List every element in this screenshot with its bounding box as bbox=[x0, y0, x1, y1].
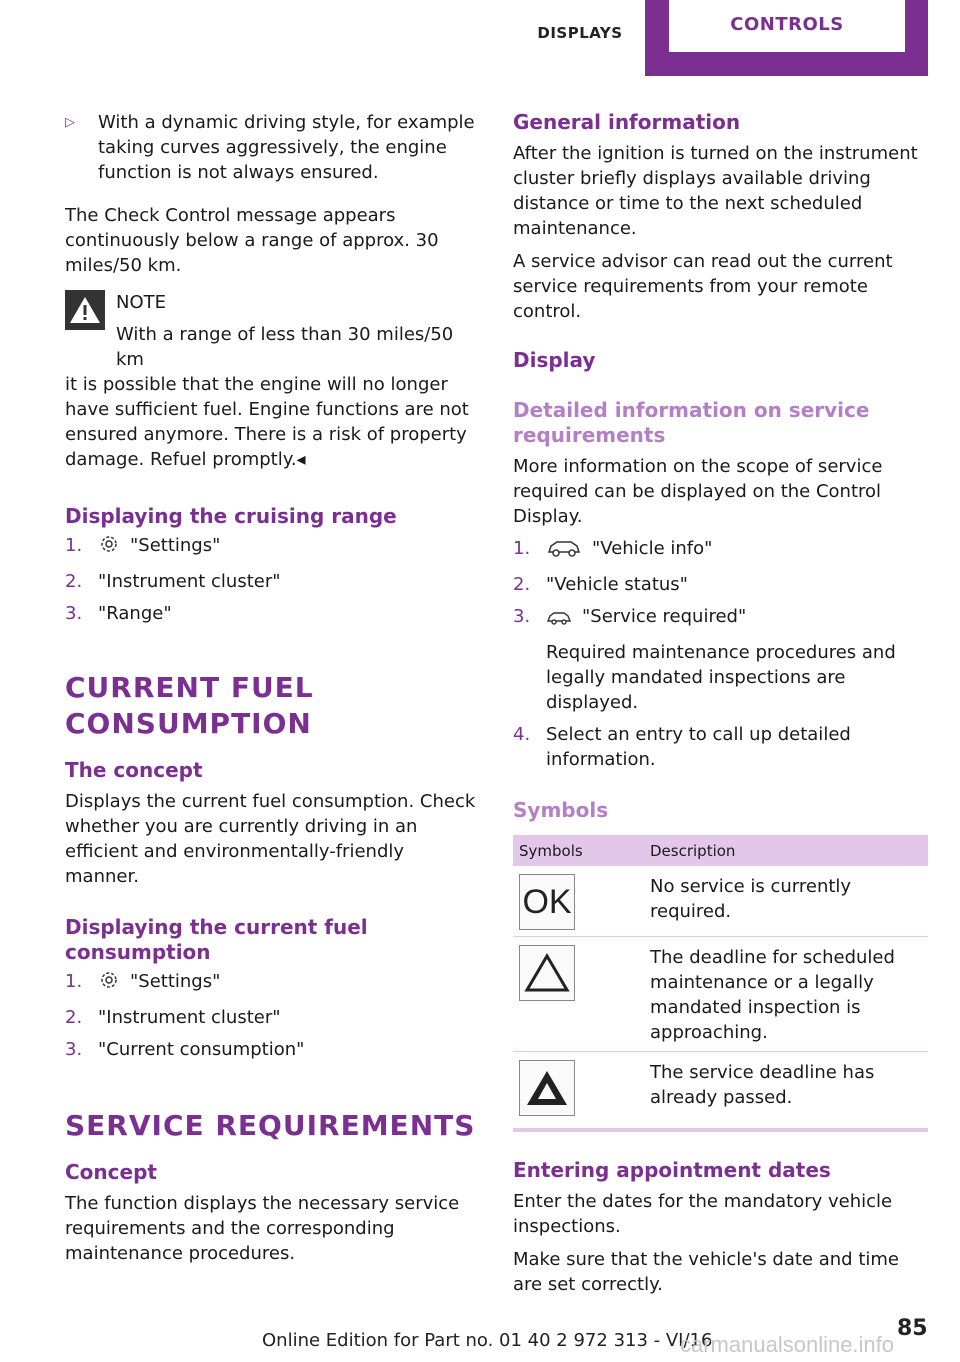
note-body: it is possible that the engine will no longer have sufficient fuel. Engine functions are not ensured anymore. There is a risk of property damage. Refuel promptly.◂ bbox=[65, 374, 469, 470]
car-service-icon bbox=[546, 608, 572, 633]
step-label: "Current consumption" bbox=[98, 1039, 305, 1060]
step-label: "Settings" bbox=[130, 535, 221, 556]
step-label: "Vehicle status" bbox=[546, 574, 688, 595]
list-item: 4. Select an entry to call up detailed information. bbox=[513, 722, 928, 772]
table-row bbox=[513, 937, 928, 1052]
table-row bbox=[513, 866, 928, 937]
column-header-symbols: Symbols bbox=[513, 835, 644, 866]
symbol-description: The deadline for scheduled maintenance or a legally mandated inspection is approaching. bbox=[644, 937, 928, 1052]
cruising-range-heading: Displaying the cruising range bbox=[65, 504, 397, 528]
watermark: carmanualsonline.info bbox=[680, 1332, 895, 1357]
footer-edition: Online Edition for Part no. 01 40 2 972 313 - VI/16 bbox=[262, 1330, 713, 1351]
list-item: 2. "Vehicle status" bbox=[513, 572, 928, 597]
table-bottom-rule bbox=[513, 1128, 928, 1132]
step-label: "Vehicle info" bbox=[592, 538, 713, 559]
step-label: "Instrument cluster" bbox=[98, 1007, 281, 1028]
table-row bbox=[513, 1052, 928, 1123]
step-label: "Settings" bbox=[130, 971, 221, 992]
note-block bbox=[65, 290, 483, 372]
concept-text: Displays the current fuel consumption. Check whether you are currently driving in an efficient and environmentally-friendly manner. bbox=[65, 791, 476, 887]
header-chapter-label: CONTROLS bbox=[669, 0, 905, 52]
detailed-info-text: More information on the scope of service required can be displayed on the Control Display. bbox=[513, 456, 883, 527]
step-label: Select an entry to call up detailed information. bbox=[546, 724, 851, 770]
header-section-label: DISPLAYS bbox=[537, 24, 623, 42]
triangle-outline-icon bbox=[519, 945, 575, 1001]
bullet-item bbox=[65, 110, 483, 185]
step-label: "Range" bbox=[98, 603, 172, 624]
bullet-text: With a dynamic driving style, for example taking curves aggressively, the engine function is not always ensured. bbox=[98, 112, 475, 183]
symbol-description: The service deadline has already passed. bbox=[650, 1062, 875, 1108]
general-info-heading: General information bbox=[513, 110, 741, 134]
symbol-description: No service is currently required. bbox=[644, 866, 928, 937]
cruising-steps bbox=[65, 533, 483, 626]
list-item: 3. "Service required" Required maintenance procedures and legally mandated inspections are displayed. bbox=[513, 604, 928, 715]
list-item: 3. "Range" bbox=[65, 601, 483, 626]
note-first-line: With a range of less than 30 miles/50 km bbox=[116, 324, 454, 370]
bullet-marker-icon: ▷ bbox=[65, 115, 75, 130]
appointment-heading: Entering appointment dates bbox=[513, 1158, 831, 1182]
detailed-info-heading: Detailed information on service requirements bbox=[513, 398, 870, 447]
display-heading: Display bbox=[513, 348, 596, 372]
settings-gear-icon bbox=[98, 533, 120, 562]
note-label: NOTE bbox=[116, 292, 167, 313]
check-control-text: The Check Control message appears continuously below a range of approx. 30 miles/50 km. bbox=[65, 205, 439, 276]
left-column bbox=[65, 110, 483, 1266]
column-header-description: Description bbox=[644, 835, 928, 866]
list-item: 1. "Vehicle info" bbox=[513, 536, 928, 565]
appointment-text-2: Make sure that the vehicle's date and time are set correctly. bbox=[513, 1249, 899, 1295]
warning-icon bbox=[65, 290, 105, 330]
ok-symbol: OK bbox=[519, 874, 575, 930]
list-item: 2. "Instrument cluster" bbox=[65, 1005, 483, 1030]
list-item: 3. "Current consumption" bbox=[65, 1037, 483, 1062]
settings-gear-icon bbox=[98, 969, 120, 998]
general-info-text-1: After the ignition is turned on the instrument cluster briefly displays available driving distance or time to the next scheduled maintenance. bbox=[513, 143, 918, 239]
step-3-detail: Required maintenance procedures and legally mandated inspections are displayed. bbox=[546, 642, 896, 713]
concept-heading: The concept bbox=[65, 758, 203, 782]
appointment-text-1: Enter the dates for the mandatory vehicle inspections. bbox=[513, 1191, 893, 1237]
table-header-row bbox=[513, 835, 928, 866]
step-label: "Instrument cluster" bbox=[98, 571, 281, 592]
triangle-filled-icon bbox=[519, 1060, 575, 1116]
symbols-table bbox=[513, 835, 928, 1122]
fuel-steps bbox=[65, 969, 483, 1062]
service-concept-heading: Concept bbox=[65, 1160, 157, 1184]
header-chapter-tab bbox=[645, 0, 928, 76]
service-requirements-heading: SERVICE REQUIREMENTS bbox=[65, 1109, 476, 1142]
fuel-consumption-heading: CURRENT FUEL CONSUMPTION bbox=[65, 671, 314, 740]
list-item: 1. "Settings" bbox=[65, 533, 483, 562]
symbols-heading: Symbols bbox=[513, 798, 609, 822]
step-label: "Service required" bbox=[582, 606, 747, 627]
fuel-display-heading: Displaying the current fuel consumption bbox=[65, 915, 368, 964]
page-number: 85 bbox=[897, 1316, 928, 1341]
list-item: 2. "Instrument cluster" bbox=[65, 569, 483, 594]
service-concept-text: The function displays the necessary service requirements and the corresponding maintenance procedures. bbox=[65, 1193, 460, 1264]
service-steps bbox=[513, 536, 928, 772]
car-icon bbox=[546, 538, 582, 565]
list-item: 1. "Settings" bbox=[65, 969, 483, 998]
right-column bbox=[513, 110, 928, 1297]
general-info-text-2: A service advisor can read out the current service requirements from your remote control. bbox=[513, 251, 893, 322]
